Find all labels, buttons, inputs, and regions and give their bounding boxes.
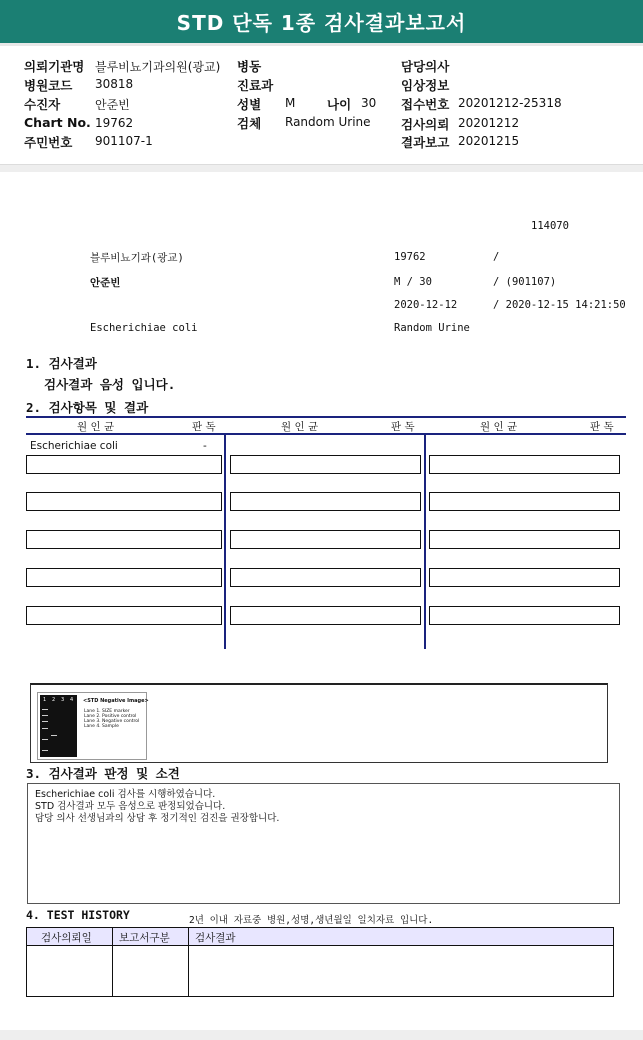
- result-pathogen: Escherichiae coli: [30, 440, 118, 452]
- dept-label: 진료과: [237, 78, 274, 93]
- gel-band: [42, 721, 48, 722]
- report-value: 20201215: [458, 134, 520, 148]
- clinical-label: 임상정보: [401, 78, 450, 93]
- results-table-top-rule: [26, 416, 626, 418]
- result-box: [230, 606, 421, 625]
- sex-value: M: [285, 96, 296, 110]
- chart-label: Chart No.: [24, 115, 91, 130]
- history-col-divider: [112, 928, 113, 996]
- section-2-title: 2. 검사항목 및 결과: [26, 400, 149, 415]
- history-table-header: [27, 928, 613, 946]
- history-col-request-date: 검사의뢰일: [41, 932, 92, 944]
- gel-band: [42, 739, 48, 740]
- column-divider-1: [224, 433, 226, 649]
- result-box: [26, 492, 222, 511]
- report-code: 114070: [531, 220, 569, 232]
- col-header-pathogen-2: 원 인 균: [281, 421, 319, 433]
- col-header-judgement-1: 판 독: [192, 421, 216, 433]
- result-box: [230, 455, 421, 474]
- gel-photo: [40, 695, 77, 757]
- institution-row: 의뢰기관명: [24, 59, 85, 74]
- hospital-code-label: 병원코드: [24, 78, 73, 93]
- result-box: [429, 492, 620, 511]
- header-separator: [0, 164, 643, 172]
- footer-band: [0, 1030, 643, 1040]
- age-label: 나이: [327, 97, 352, 112]
- gel-band: [42, 715, 48, 716]
- gel-band: [42, 728, 48, 729]
- report-label: 결과보고: [401, 135, 450, 150]
- report-datetime: / 2020-12-15 14:21:50: [493, 299, 626, 311]
- results-table-header-rule: [26, 433, 626, 435]
- gel-legend-title: <STD Negative Image>: [83, 698, 149, 704]
- gel-legend-item: Lane 3. Negative control: [84, 719, 140, 724]
- history-col-divider: [188, 928, 189, 996]
- request-label: 검사의뢰: [401, 117, 450, 132]
- report-patient: 안준빈: [90, 277, 121, 289]
- section-1-text: 검사결과 음성 입니다.: [44, 377, 176, 392]
- specimen-value: Random Urine: [285, 115, 371, 129]
- col-header-pathogen-1: 원 인 균: [77, 421, 115, 433]
- lane-label: 1: [43, 697, 47, 703]
- hospital-code-value: 30818: [95, 77, 134, 91]
- report-request-date: 2020-12-12: [394, 299, 458, 311]
- section-4-note: 2년 이내 자료중 병원,성명,생년월일 일치자료 입니다.: [189, 915, 434, 926]
- rrn-label: 주민번호: [24, 135, 73, 150]
- report-institution: 블루비뇨기과(광교): [90, 252, 184, 264]
- lane-label: 3: [61, 697, 65, 703]
- patient-label: 수진자: [24, 97, 61, 112]
- gel-band: [42, 750, 48, 751]
- col-header-pathogen-3: 원 인 균: [480, 421, 518, 433]
- gel-band: [42, 709, 48, 710]
- history-col-report-type: 보고서구분: [119, 932, 170, 944]
- report-slash: /: [493, 251, 500, 263]
- result-box: [26, 455, 222, 474]
- report-specimen: Random Urine: [394, 322, 470, 334]
- patient-value: 안준빈: [95, 98, 130, 112]
- section-3-title: 3. 검사결과 판정 및 소견: [26, 766, 180, 781]
- result-box: [429, 455, 620, 474]
- institution-value: 블루비뇨기과의원(광교): [95, 60, 221, 74]
- result-box: [230, 530, 421, 549]
- gel-legend-item: Lane 2. Positive control: [84, 714, 137, 719]
- ward-label: 병동: [237, 59, 262, 74]
- history-table: [26, 927, 614, 997]
- result-box: [429, 606, 620, 625]
- age-value: 30: [361, 96, 377, 110]
- result-box: [26, 606, 222, 625]
- report-sex-age: M / 30: [394, 276, 432, 288]
- section-1-title: 1. 검사결과: [26, 356, 97, 371]
- result-box: [429, 568, 620, 587]
- gel-legend-item: Lane 1. SIZE marker: [84, 709, 130, 714]
- lane-label: 4: [70, 697, 74, 703]
- gel-image: [37, 692, 147, 760]
- page-title: STD 단독 1종 검사결과보고서: [176, 11, 467, 35]
- receipt-label: 접수번호: [401, 97, 450, 112]
- report-chart-no: 19762: [394, 251, 426, 263]
- lane-label: 2: [52, 697, 56, 703]
- report-test-name: Escherichiae coli: [90, 322, 198, 334]
- rrn-value: 901107-1: [95, 134, 153, 148]
- report-birth: / (901107): [493, 276, 557, 288]
- specimen-label: 검체: [237, 116, 262, 131]
- opinion-line: STD 검사결과 모두 음성으로 판정되었습니다.: [35, 801, 226, 812]
- chart-value: 19762: [95, 116, 134, 130]
- doctor-label: 담당의사: [401, 59, 450, 74]
- request-value: 20201212: [458, 116, 520, 130]
- title-bar: [0, 0, 643, 46]
- history-col-result: 검사결과: [195, 932, 236, 944]
- column-divider-2: [424, 433, 426, 649]
- receipt-value: 20201212-25318: [458, 96, 562, 110]
- result-box: [26, 530, 222, 549]
- gel-legend-item: Lane 4. Sample: [84, 724, 119, 729]
- result-box: [429, 530, 620, 549]
- col-header-judgement-3: 판 독: [590, 421, 614, 433]
- section-4-title: 4. TEST HISTORY: [26, 908, 130, 922]
- opinion-line: 담당 의사 선생님과의 상담 후 정기적인 검진을 권장합니다.: [35, 813, 280, 824]
- opinion-line: Escherichiae coli 검사를 시행하였습니다.: [35, 789, 216, 800]
- result-box: [26, 568, 222, 587]
- result-box: [230, 492, 421, 511]
- result-value: -: [203, 440, 207, 452]
- result-box: [230, 568, 421, 587]
- opinion-box: [27, 783, 620, 904]
- sex-label: 성별: [237, 97, 262, 112]
- gel-band: [51, 735, 57, 736]
- col-header-judgement-2: 판 독: [391, 421, 415, 433]
